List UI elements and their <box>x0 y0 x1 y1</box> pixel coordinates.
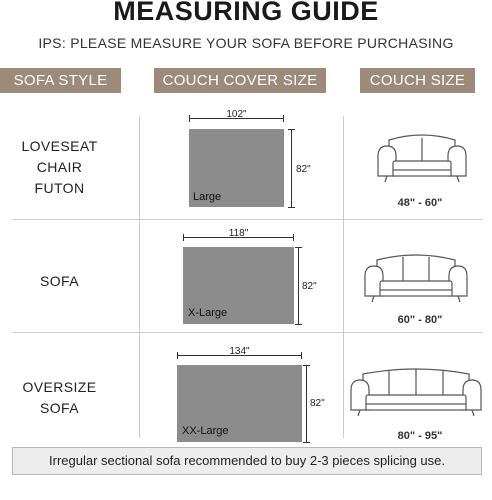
column-divider <box>343 116 344 438</box>
size-label: Large <box>193 191 222 203</box>
sofa-icon <box>362 250 470 308</box>
header-couch-size: COUCH SIZE <box>360 68 475 93</box>
width-dimension: 118" <box>228 228 249 239</box>
couch-size-range: 80" - 95" <box>397 430 443 442</box>
sofa-style-label: LOVESEAT CHAIR FUTON <box>21 138 98 196</box>
header-sofa-style: SOFA STYLE <box>0 68 121 93</box>
width-dimension: 102" <box>226 109 247 120</box>
row-divider <box>12 219 482 220</box>
footer-note: Irregular sectional sofa recommended to buy 2-3 pieces splicing use. <box>12 447 482 475</box>
column-divider <box>139 116 140 438</box>
height-dimension: 82" <box>310 398 325 409</box>
height-arrow <box>291 129 292 207</box>
size-label: XX-Large <box>182 425 229 437</box>
header-couch-cover-size: COUCH COVER SIZE <box>154 68 326 93</box>
page-subtitle: IPS: PLEASE MEASURE YOUR SOFA BEFORE PURCHASING <box>38 35 454 51</box>
height-dimension: 82" <box>296 164 311 175</box>
couch-size-range: 48" - 60" <box>397 197 443 209</box>
size-label: X-Large <box>188 307 228 319</box>
page-title: MEASURING GUIDE <box>113 0 379 26</box>
sofa-style-label: SOFA <box>40 273 79 289</box>
row-divider <box>12 332 482 333</box>
sofa-style-label: OVERSIZE SOFA <box>22 379 97 416</box>
height-arrow <box>306 365 307 442</box>
width-dimension: 134" <box>229 346 250 357</box>
oversize-sofa-icon <box>348 364 484 424</box>
loveseat-icon <box>375 130 469 190</box>
height-arrow <box>298 247 299 324</box>
couch-size-range: 60" - 80" <box>397 314 443 326</box>
height-dimension: 82" <box>302 281 317 292</box>
